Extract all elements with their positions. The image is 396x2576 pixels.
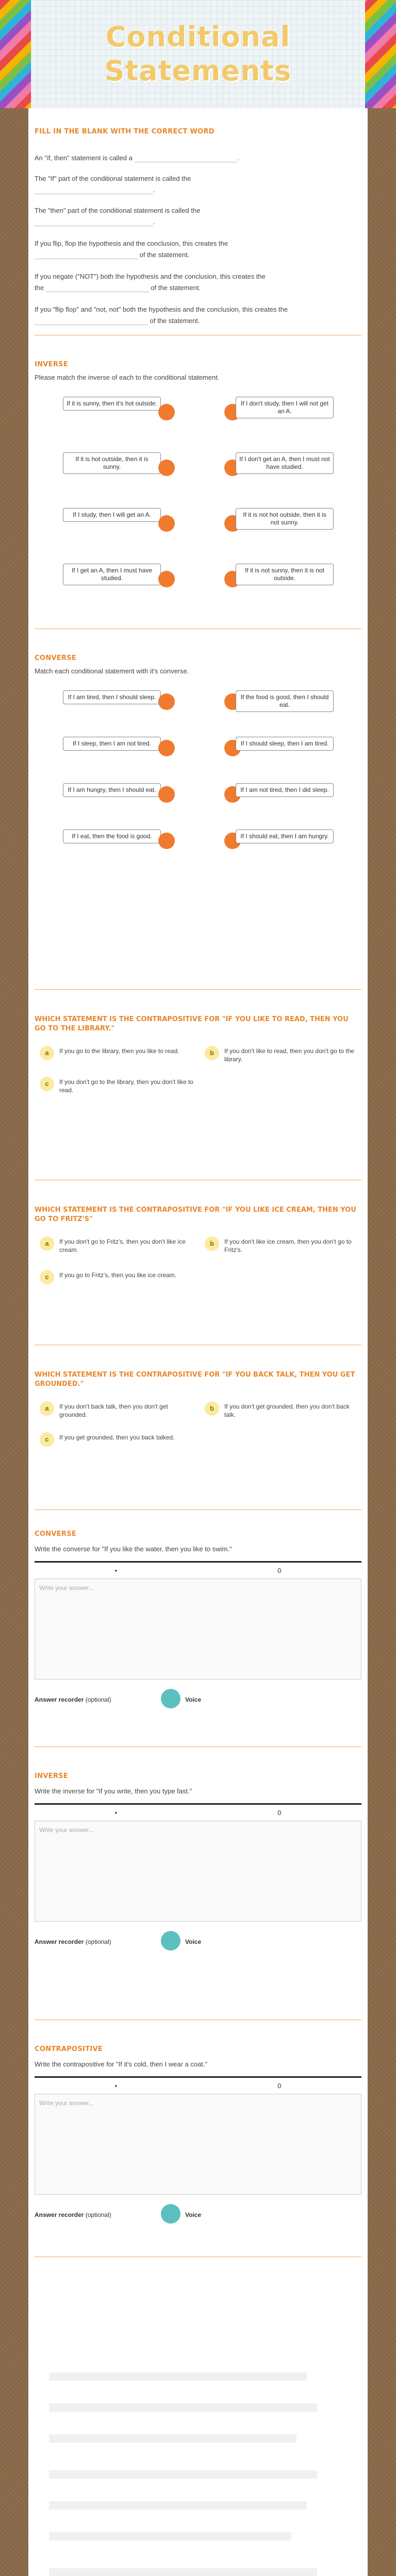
converse-left-4[interactable]: If I eat, then the food is good. bbox=[63, 829, 161, 843]
mc-question-text: WHICH STATEMENT IS THE CONTRAPOSITIVE FOR "IF YOU LIKE TO READ, THEN YOU GO TO THE LIBRARY." bbox=[35, 1015, 349, 1032]
option-text: If you don't go to the library, then you don't like to read. bbox=[59, 1078, 193, 1094]
numbered-list-button[interactable]: 0 bbox=[277, 2082, 282, 2090]
free-response-inverse bbox=[35, 1772, 361, 1989]
option-text: If you don't back talk, then you don't get grounded. bbox=[59, 1403, 168, 1418]
answer-toolbar bbox=[35, 2076, 361, 2094]
free-prompt: Write the contrapositive for "If it's cold, then I wear a coat." bbox=[35, 2060, 208, 2068]
option-badge: b bbox=[205, 1046, 219, 1060]
match-dot[interactable] bbox=[158, 460, 175, 476]
fib-line-4b: of the statement. bbox=[35, 250, 189, 259]
answer-textarea[interactable]: Write your answer... bbox=[35, 1579, 361, 1680]
fib-line-4: If you flip, flop the hypothesis and the conclusion, this creates the bbox=[35, 240, 228, 247]
fib-line-3: The "then" part of the conditional statement is called the bbox=[35, 207, 201, 214]
converse-right-4[interactable]: If I should eat, then I am hungry. bbox=[236, 829, 334, 843]
converse-title: CONVERSE bbox=[35, 654, 77, 662]
fib-line-5b: the of the statement. bbox=[35, 284, 201, 292]
option-text: If you go to the library, then you like to read. bbox=[59, 1047, 179, 1055]
inverse-left-2[interactable]: If it is hot outside, then it is sunny. bbox=[63, 452, 161, 474]
option-text: If you don't go to Fritz's, then you don't like ice cream. bbox=[59, 1238, 186, 1253]
voice-label: Voice bbox=[185, 2211, 202, 2218]
placeholder-bar bbox=[49, 2501, 307, 2510]
fill-blank-title: FILL IN THE BLANK WITH THE CORRECT WORD bbox=[35, 128, 214, 135]
fib-line-1: An "if, then" statement is called a . bbox=[35, 154, 240, 162]
fib-blank-4[interactable] bbox=[35, 252, 138, 259]
fib-blank-2[interactable] bbox=[35, 187, 153, 194]
answer-textarea[interactable]: Write your answer... bbox=[35, 2094, 361, 2195]
fib-blank-5[interactable] bbox=[46, 285, 149, 292]
inverse-instruction: Please match the inverse of each to the conditional statement. bbox=[35, 374, 220, 381]
fib-line-5: If you negate ("NOT") both the hypothesis and the conclusion, this creates the bbox=[35, 273, 266, 280]
divider bbox=[35, 989, 361, 990]
voice-label: Voice bbox=[185, 1938, 202, 1945]
placeholder-bar bbox=[49, 2372, 307, 2381]
mc-option-a[interactable] bbox=[40, 1401, 194, 1419]
converse-right-1[interactable]: If the food is good, then I should eat. bbox=[236, 690, 334, 712]
mc-option-c[interactable] bbox=[40, 1270, 194, 1284]
converse-right-2[interactable]: If I should sleep, then I am tired. bbox=[236, 737, 334, 751]
mc-question-2 bbox=[35, 1206, 361, 1309]
page-title: Conditional Statements bbox=[104, 21, 292, 87]
voice-record-button[interactable] bbox=[161, 1931, 180, 1951]
placeholder-bar bbox=[49, 2403, 317, 2412]
mc-question-1 bbox=[35, 1015, 361, 1118]
numbered-list-button[interactable]: 0 bbox=[277, 1567, 282, 1574]
voice-record-button[interactable] bbox=[161, 2204, 180, 2224]
mc-option-c[interactable] bbox=[40, 1432, 194, 1447]
mc-question-3 bbox=[35, 1370, 361, 1473]
mc-option-a[interactable] bbox=[40, 1236, 194, 1254]
answer-toolbar bbox=[35, 1561, 361, 1579]
fib-blank-3[interactable] bbox=[35, 219, 153, 226]
voice-record-button[interactable] bbox=[161, 1689, 180, 1708]
fill-blank-section bbox=[35, 128, 361, 135]
option-badge: c bbox=[40, 1432, 54, 1447]
option-text: If you get grounded, then you back talked. bbox=[59, 1434, 175, 1441]
bullet-list-button[interactable]: • bbox=[114, 2082, 118, 2090]
option-badge: a bbox=[40, 1046, 54, 1060]
worksheet-content bbox=[28, 108, 368, 2269]
inverse-left-3[interactable]: If I study, then I will get an A. bbox=[63, 508, 161, 522]
mc-option-c[interactable] bbox=[40, 1077, 194, 1094]
converse-left-3[interactable]: If I am hungry, then I should eat. bbox=[63, 783, 161, 797]
converse-left-2[interactable]: If I sleep, then I am not tired. bbox=[63, 737, 161, 751]
inverse-right-1[interactable]: If I don't study, then I will not get an A. bbox=[236, 397, 334, 418]
inverse-left-4[interactable]: If I get an A, then I must have studied. bbox=[63, 564, 161, 585]
placeholder-bar bbox=[49, 2532, 291, 2540]
match-dot[interactable] bbox=[158, 740, 175, 756]
converse-match-area bbox=[35, 690, 361, 876]
inverse-right-4[interactable]: If it is not sunny, then it is not outside. bbox=[236, 564, 334, 585]
free-title: CONTRAPOSITIVE bbox=[35, 2045, 103, 2053]
fill-blank-lines bbox=[35, 154, 361, 349]
placeholder-bar bbox=[49, 2568, 317, 2576]
converse-right-3[interactable]: If I am not tired, then I did sleep. bbox=[236, 783, 334, 797]
answer-toolbar bbox=[35, 1803, 361, 1821]
option-text: If you don't like to read, then you don't go to the library. bbox=[224, 1047, 355, 1063]
free-title: CONVERSE bbox=[35, 1530, 77, 1538]
option-badge: a bbox=[40, 1236, 54, 1251]
free-title: INVERSE bbox=[35, 1772, 69, 1780]
converse-left-1[interactable]: If I am tired, then I should sleep. bbox=[63, 690, 161, 704]
inverse-match-section bbox=[35, 361, 361, 381]
converse-match-section bbox=[35, 654, 361, 675]
option-badge: c bbox=[40, 1077, 54, 1091]
voice-label: Voice bbox=[185, 1696, 202, 1703]
inverse-right-2[interactable]: If I don't get an A, then I must not have studied. bbox=[236, 452, 334, 474]
bullet-list-button[interactable]: • bbox=[114, 1809, 118, 1817]
answer-textarea[interactable]: Write your answer... bbox=[35, 1821, 361, 1922]
header-panel bbox=[31, 0, 365, 108]
fib-line-2b: . bbox=[35, 185, 155, 194]
option-badge: b bbox=[205, 1236, 219, 1251]
inverse-right-3[interactable]: If it is not hot outside, then it is not sunny. bbox=[236, 508, 334, 530]
match-dot[interactable] bbox=[158, 404, 175, 420]
match-dot[interactable] bbox=[158, 786, 175, 803]
mc-question-text: WHICH STATEMENT IS THE CONTRAPOSITIVE FOR "IF YOU BACK TALK, THEN YOU GET GROUNDED." bbox=[35, 1371, 355, 1388]
answer-recorder-label: Answer recorder (optional) bbox=[35, 1696, 111, 1703]
numbered-list-button[interactable]: 0 bbox=[277, 1809, 282, 1817]
mc-option-a[interactable] bbox=[40, 1046, 194, 1060]
mc-option-b[interactable] bbox=[205, 1236, 359, 1254]
bullet-list-button[interactable]: • bbox=[114, 1567, 118, 1574]
inverse-match-area bbox=[35, 397, 361, 613]
fib-blank-6[interactable] bbox=[35, 318, 148, 325]
inverse-left-1[interactable]: If it is sunny, then it's hot outside. bbox=[63, 397, 161, 411]
fib-line-3b: . bbox=[35, 217, 155, 226]
match-dot[interactable] bbox=[158, 693, 175, 710]
fib-line-6: If you "flip flop" and "not, not" both the hypothesis and the conclusion, this creates the bbox=[35, 306, 288, 313]
free-response-converse bbox=[35, 1530, 361, 1747]
answer-recorder-label: Answer recorder (optional) bbox=[35, 2211, 111, 2218]
placeholder-bar bbox=[49, 2434, 296, 2443]
option-text: If you go to Fritz's, then you like ice cream. bbox=[59, 1272, 177, 1279]
mc-question-text: WHICH STATEMENT IS THE CONTRAPOSITIVE FOR "IF YOU LIKE ICE CREAM, THEN YOU GO TO FRITZ'S" bbox=[35, 1206, 356, 1223]
worksheet-lower-content bbox=[28, 2269, 368, 2576]
match-dot[interactable] bbox=[158, 571, 175, 587]
match-dot[interactable] bbox=[158, 833, 175, 849]
option-text: If you don't like ice cream, then you don't go to Fritz's. bbox=[224, 1238, 352, 1253]
free-prompt: Write the inverse for "If you write, then you type fast." bbox=[35, 1787, 192, 1795]
match-dot[interactable] bbox=[158, 515, 175, 532]
mc-option-b[interactable] bbox=[205, 1046, 359, 1063]
free-prompt: Write the converse for "If you like the water, then you like to swim." bbox=[35, 1545, 232, 1553]
answer-recorder-label: Answer recorder (optional) bbox=[35, 1938, 111, 1945]
fib-line-2: The "If" part of the conditional statement is called the bbox=[35, 175, 191, 182]
mc-option-b[interactable] bbox=[205, 1401, 359, 1419]
placeholder-bar bbox=[49, 2470, 317, 2479]
fib-line-6b: of the statement. bbox=[35, 316, 200, 325]
inverse-title: INVERSE bbox=[35, 361, 69, 368]
free-response-contrapositive bbox=[35, 2045, 361, 2262]
converse-instruction: Match each conditional statement with it's converse. bbox=[35, 667, 189, 675]
option-text: If you don't get grounded, then you don't back talk. bbox=[224, 1403, 350, 1418]
option-badge: a bbox=[40, 1401, 54, 1416]
option-badge: b bbox=[205, 1401, 219, 1416]
fib-blank-1[interactable] bbox=[135, 155, 238, 162]
option-badge: c bbox=[40, 1270, 54, 1284]
header-banner bbox=[0, 0, 396, 108]
